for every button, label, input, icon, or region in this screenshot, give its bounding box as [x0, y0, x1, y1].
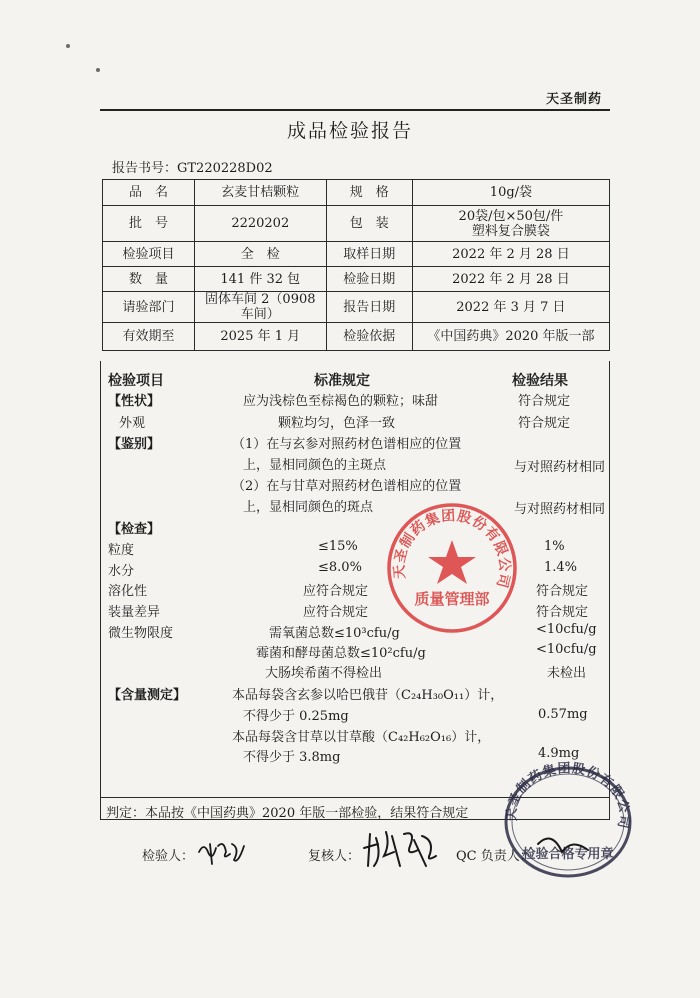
qty-label: 数 量 — [103, 267, 195, 292]
result-fill-variation: 符合规定 — [536, 605, 589, 620]
standard-appearance: 应为浅棕色至棕褐色的颗粒；味甜 — [243, 394, 439, 409]
verdict: 判定：本品按《中国药典》2020 年版一部检验，结果符合规定 — [106, 806, 469, 821]
standard-identification-1b: 上，显相同颜色的主斑点 — [243, 458, 387, 473]
item-identification: 【鉴别】 — [108, 437, 161, 452]
report-date-label: 报告日期 — [326, 292, 412, 323]
qa-seal-graphic — [384, 500, 520, 636]
qty-value: 141 件 32 包 — [194, 267, 326, 292]
standard-assay-2: 本品每袋含甘草以甘草酸（C₄₂H₆₂O₁₆）计， — [232, 730, 491, 745]
standard-assay-2b: 不得少于 3.8mg — [243, 750, 341, 765]
standard-identification-1: （1）在与玄参对照药材色谱相应的位置 — [232, 437, 462, 452]
result-assay-2: 4.9mg — [538, 746, 580, 761]
result-identification-1: 与对照药材相同 — [514, 460, 606, 475]
result-aerobic: <10cfu/g — [536, 622, 597, 637]
svg-text:天圣制药集团股份有限公司 — [505, 760, 633, 830]
item-appearance-section: 【性状】 — [108, 394, 161, 409]
inspector-signature — [196, 838, 246, 873]
result-moisture: 1.4% — [544, 560, 578, 575]
result-mold-yeast: <10cfu/g — [536, 642, 597, 657]
spec-value: 10g/袋 — [412, 180, 609, 206]
inspector-signature-scrawl — [196, 838, 246, 868]
result-assay-1: 0.57mg — [538, 707, 588, 722]
report-date-value: 2022 年 3 月 7 日 — [412, 292, 609, 323]
qa-department-seal — [384, 500, 520, 640]
item-assay: 【含量测定】 — [108, 688, 187, 703]
header-result: 检验结果 — [512, 373, 568, 389]
item-fill-variation: 装量差异 — [108, 605, 161, 620]
company-tag: 天圣制药 — [545, 92, 602, 107]
result-granularity: 1% — [544, 539, 565, 554]
release-seal-graphic — [502, 760, 634, 880]
standard-moisture: ≤8.0% — [318, 560, 362, 575]
item-value: 全 检 — [194, 242, 326, 267]
product-label: 品 名 — [103, 180, 195, 206]
basis-value: 《中国药典》2020 年版一部 — [412, 323, 609, 351]
standard-fill-variation: 应符合规定 — [303, 605, 369, 620]
standard-identification-2: （2）在与甘草对照药材色谱相应的位置 — [232, 479, 462, 494]
release-seal-arc-text: 天圣制药集团股份有限公司 — [504, 761, 632, 831]
expiry-label: 有效期至 — [103, 323, 195, 351]
reviewer-signature — [360, 826, 440, 876]
reviewer-signature-scrawl — [360, 826, 440, 872]
info-row — [103, 180, 610, 206]
standard-ecoli: 大肠埃希菌不得检出 — [265, 666, 383, 681]
dept-label: 请验部门 — [103, 292, 195, 323]
result-solubility: 符合规定 — [536, 584, 589, 599]
info-row — [103, 242, 610, 267]
batch-value: 2220202 — [194, 206, 326, 242]
standard-assay-1b: 不得少于 0.25mg — [243, 709, 349, 724]
standard-granularity: ≤15% — [318, 539, 358, 554]
item-look: 外观 — [119, 416, 146, 431]
package-value-line: 20袋/包×50包/件 — [458, 208, 564, 224]
standard-identification-2b: 上，显相同颜色的斑点 — [243, 500, 374, 515]
reviewer-label: 复核人： — [308, 849, 361, 864]
page-title: 成品检验报告 — [286, 120, 413, 142]
item-granularity: 粒度 — [108, 543, 135, 558]
standard-look: 颗粒均匀，色泽一致 — [278, 416, 396, 431]
scan-speck — [96, 68, 100, 72]
header-item: 检验项目 — [108, 373, 164, 389]
standard-assay-1: 本品每袋含玄参以哈巴俄苷（C₂₄H₃₀O₁₁）计， — [232, 688, 504, 703]
sampling-label: 取样日期 — [326, 242, 412, 267]
result-identification-2: 与对照药材相同 — [514, 502, 606, 517]
info-table — [102, 179, 610, 351]
standard-mold-yeast: 霉菌和酵母菌总数≤10²cfu/g — [256, 646, 426, 661]
expiry-value: 2025 年 1 月 — [194, 323, 326, 351]
header-standard: 标准规定 — [314, 373, 370, 389]
batch-label: 批 号 — [103, 206, 195, 242]
result-ecoli: 未检出 — [547, 666, 587, 681]
package-value — [412, 206, 609, 242]
info-row — [103, 267, 610, 292]
test-date-value: 2022 年 2 月 28 日 — [412, 267, 609, 292]
standard-solubility: 应符合规定 — [303, 584, 369, 599]
scan-speck — [66, 44, 70, 48]
header-rule — [100, 109, 610, 111]
item-label: 检验项目 — [103, 242, 195, 267]
test-date-label: 检验日期 — [326, 267, 412, 292]
info-row — [103, 323, 610, 351]
report-number: 报告书号：GT220228D02 — [112, 161, 273, 176]
item-moisture: 水分 — [108, 564, 135, 579]
package-value-line: 塑料复合膜袋 — [471, 223, 550, 239]
info-row — [103, 206, 610, 242]
info-row — [103, 292, 610, 323]
basis-label: 检验依据 — [326, 323, 412, 351]
release-seal-inner-text: 检验合格专用章 — [522, 847, 614, 862]
item-inspection: 【检查】 — [108, 522, 161, 537]
qa-seal-arc-text: 天圣制药集团股份有限公司 — [391, 507, 513, 591]
item-microbial: 微生物限度 — [108, 626, 174, 641]
spec-label: 规 格 — [326, 180, 412, 206]
standard-aerobic: 需氧菌总数≤10³cfu/g — [269, 626, 400, 641]
package-label: 包 装 — [326, 206, 412, 242]
result-look: 符合规定 — [518, 416, 571, 431]
qa-seal-inner-text: 质量管理部 — [414, 590, 490, 608]
product-value: 玄麦甘桔颗粒 — [194, 180, 326, 206]
result-appearance: 符合规定 — [518, 394, 571, 409]
release-seal — [502, 760, 634, 884]
inspector-label: 检验人： — [142, 849, 195, 864]
sampling-value: 2022 年 2 月 28 日 — [412, 242, 609, 267]
qc-label: QC 负责人： — [456, 849, 533, 864]
dept-value: 固体车间 2（0908 车间） — [194, 292, 326, 323]
item-solubility: 溶化性 — [108, 584, 148, 599]
